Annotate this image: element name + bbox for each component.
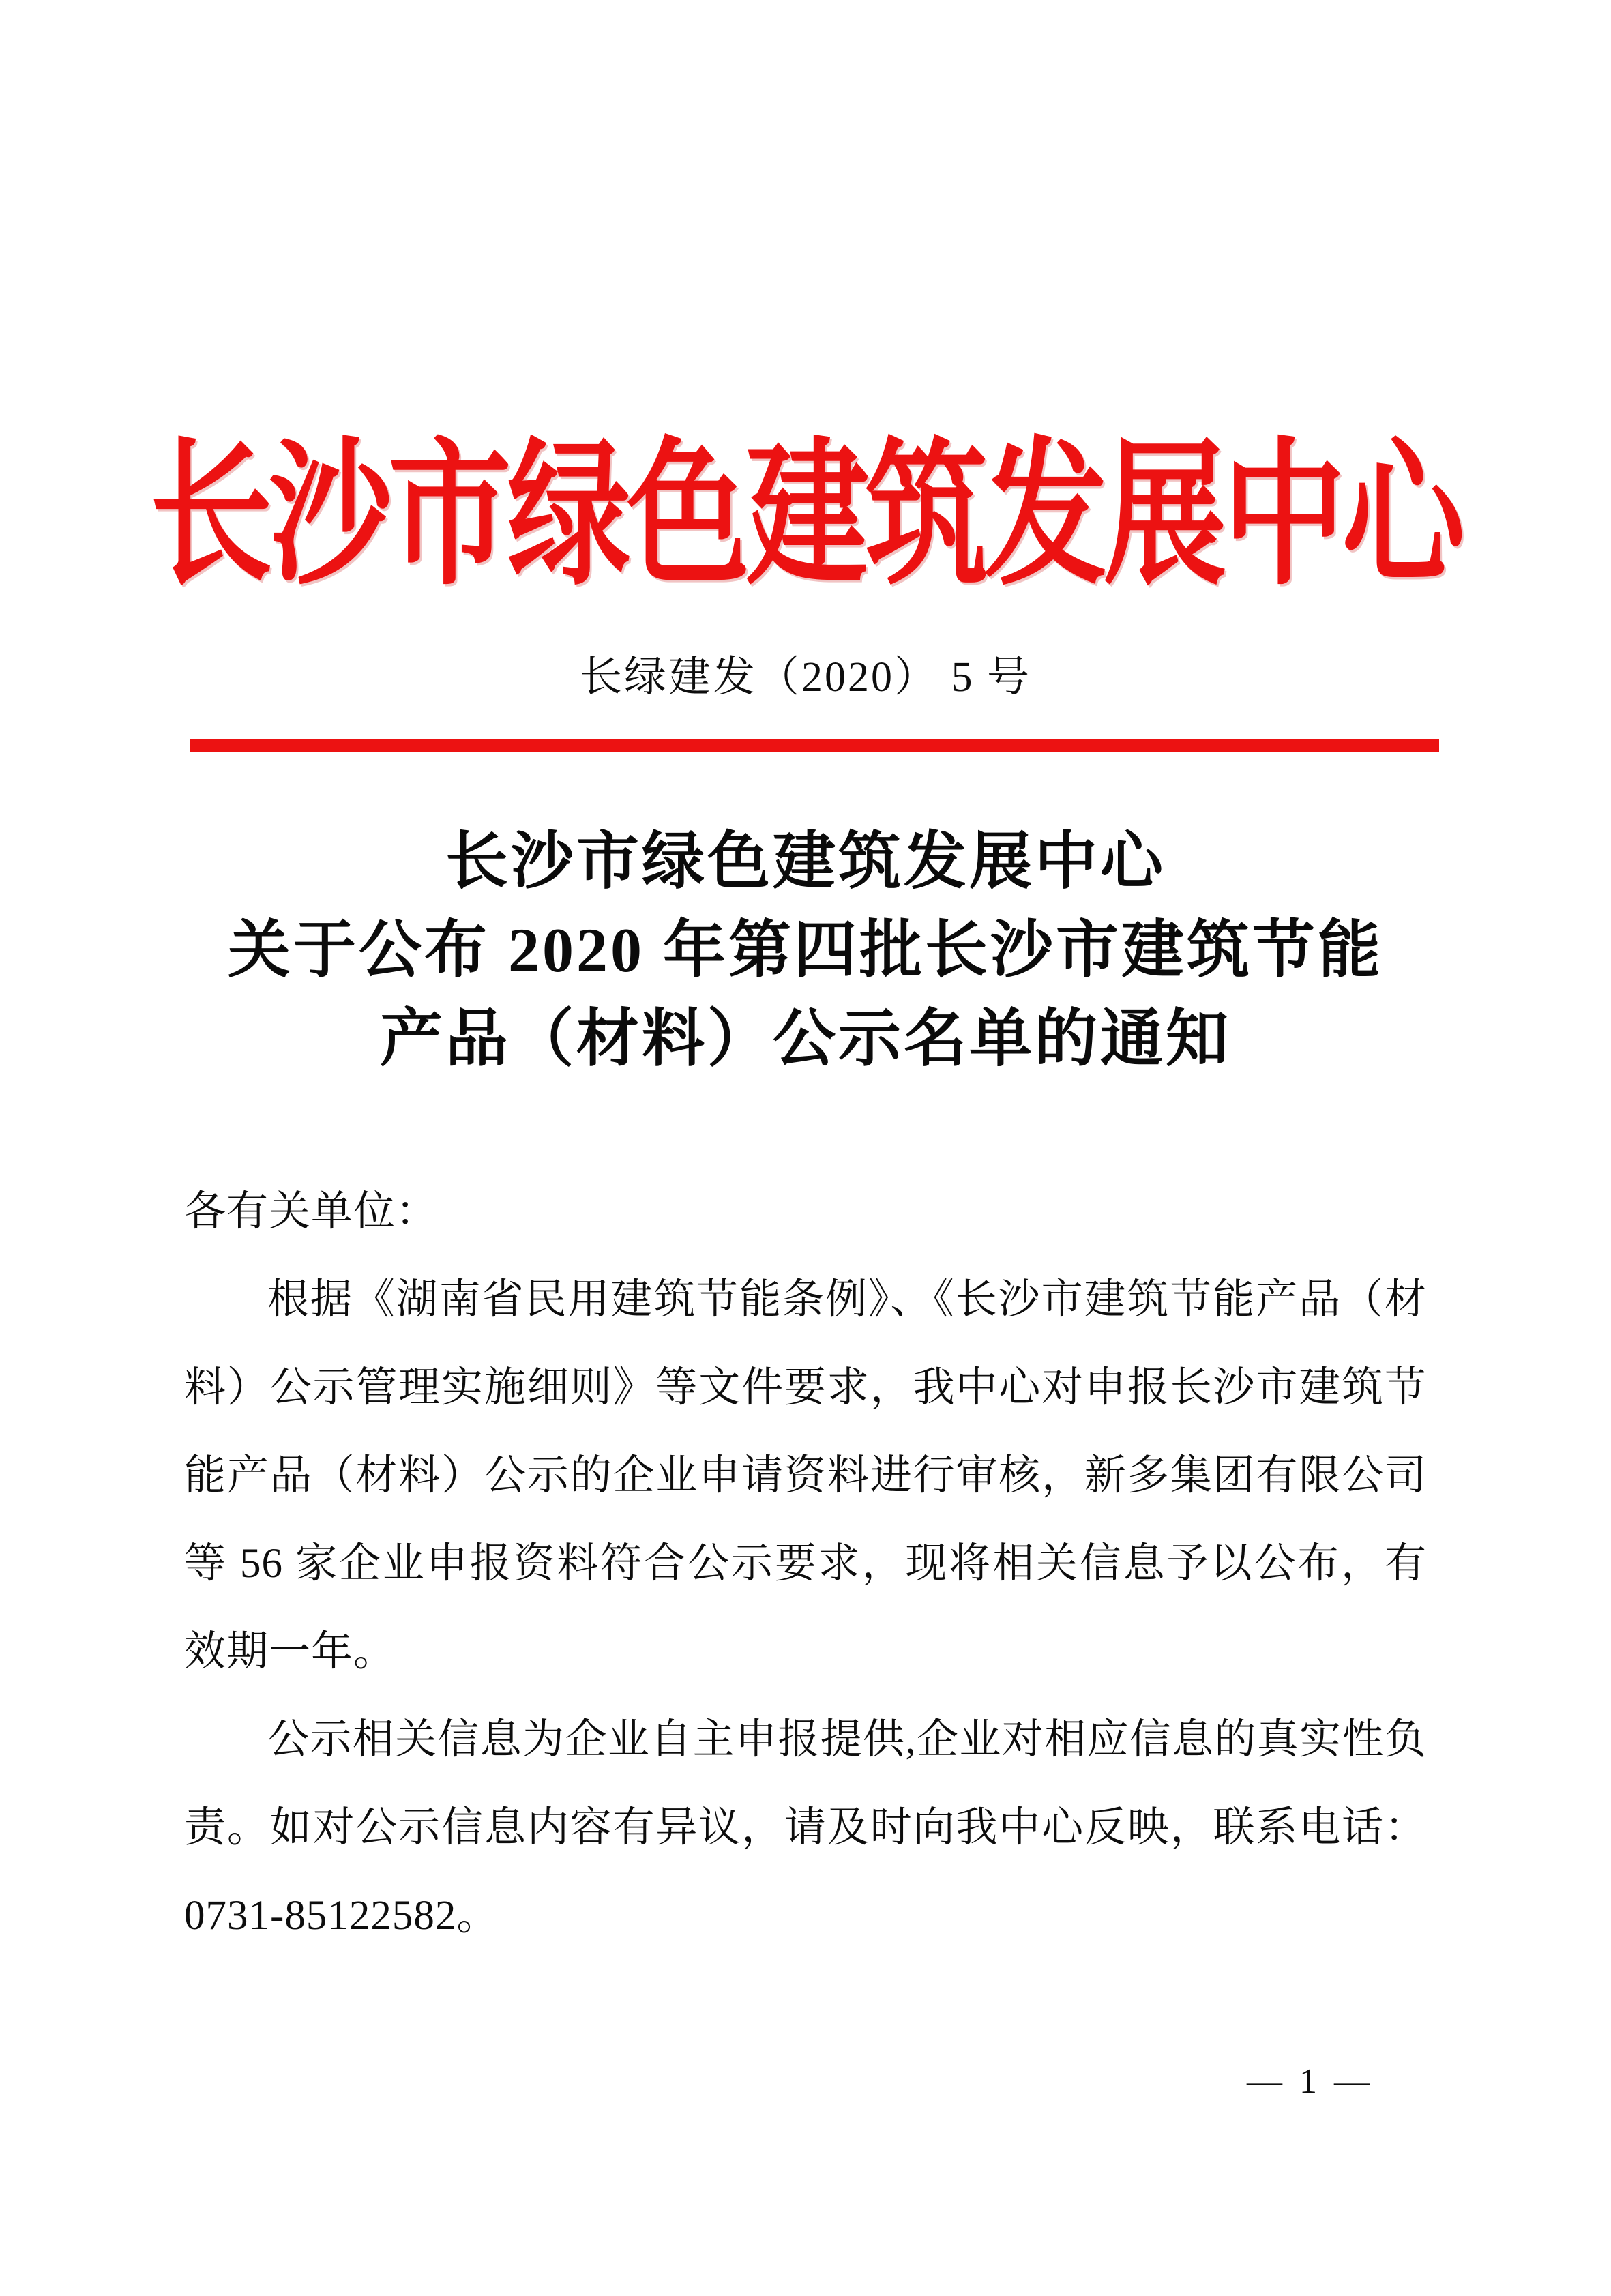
notice-body bbox=[184, 1168, 1427, 1960]
notice-title-line-2: 关于公布 2020 年第四批长沙市建筑节能 bbox=[227, 915, 1383, 985]
red-divider-line bbox=[190, 739, 1439, 752]
doc-number: 长绿建发（2020） 5 号 bbox=[579, 654, 1031, 701]
notice-title-line-1: 长沙市绿色建筑发展中心 bbox=[445, 827, 1166, 896]
salutation: 各有关单位： bbox=[184, 1189, 439, 1235]
notice-title bbox=[0, 817, 1611, 1083]
letterhead-title-text: 长沙市绿色建筑发展中心 bbox=[149, 429, 1462, 604]
body-paragraph-2: 公示相关信息为企业自主申报提供,企业对相应信息的真实性负责。如对公示信息内容有异议，请及时向我中心反映，联系电话：0731-85122582。 bbox=[184, 1717, 1427, 1939]
notice-title-line-3: 产品（材料）公示名单的通知 bbox=[379, 1004, 1231, 1074]
letterhead-title bbox=[0, 388, 1611, 604]
page-number: — 1 — bbox=[1247, 2062, 1374, 2101]
body-paragraph-1: 根据《湖南省民用建筑节能条例》、《长沙市建筑节能产品（材料）公示管理实施细则》等文件要求，我中心对申报长沙市建筑节能产品（材料）公示的企业申请资料进行审核，新多集团有限公司等 56 家企业申报资料符合公示要求，现将相关信息予以公布，有效期一年。 bbox=[184, 1277, 1427, 1675]
